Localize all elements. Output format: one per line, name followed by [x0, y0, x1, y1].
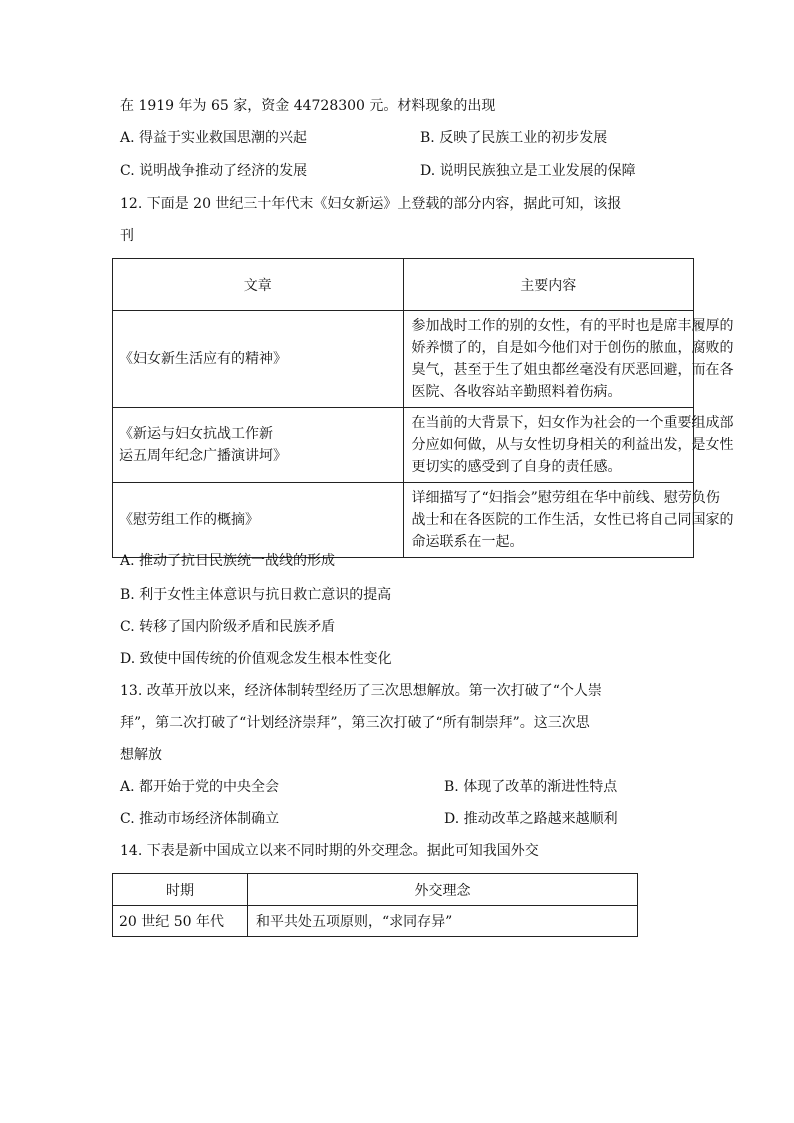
q11-option-a[interactable]: A. 得益于实业救国思潮的兴起 [120, 130, 308, 146]
q12-option-d[interactable]: D. 致使中国传统的价值观念发生根本性变化 [120, 651, 392, 667]
q12-row3-title: 《慰劳组工作的概摘》 [113, 483, 404, 558]
q12-row1-title: 《妇女新生活应有的精神》 [113, 311, 404, 408]
q12-row3-content [403, 483, 734, 558]
q12-row1-content-line: 参加战时工作的别的女性，有的平时也是席丰履厚的 [411, 318, 734, 334]
q11-option-b[interactable]: B. 反映了民族工业的初步发展 [420, 130, 608, 146]
table-row [113, 906, 638, 937]
q12-row2-title-line: 运五周年纪念广播演讲坷》 [119, 448, 287, 464]
q12-row2-content-line: 分应如何做，从与女性切身相关的利益出发，是女性 [411, 437, 734, 453]
q14-table-header-period: 时期 [113, 874, 248, 906]
q12-stem-line1: 12. 下面是 20 世纪三十年代末《妇女新运》上登载的部分内容，据此可知，该报 [120, 196, 622, 212]
q14-table [112, 873, 638, 937]
q12-row1-content-line: 臭气，甚至于生了姐虫都丝毫没有厌恶回避，而在各 [411, 362, 734, 378]
q14-stem: 14. 下表是新中国成立以来不同时期的外交理念。据此可知我国外交 [120, 843, 539, 859]
q13-option-b[interactable]: B. 体现了改革的渐进性特点 [444, 779, 618, 795]
q12-row2-content-line: 更切实的感受到了自身的责任感。 [411, 459, 622, 475]
q12-option-b[interactable]: B. 利于女性主体意识与抗日救亡意识的提高 [120, 587, 392, 603]
q11-option-d[interactable]: D. 说明民族独立是工业发展的保障 [420, 163, 636, 179]
q13-stem-line1: 13. 改革开放以来，经济体制转型经历了三次思想解放。第一次打破了“个人崇 [120, 683, 602, 699]
q12-table-header-article: 文章 [113, 259, 404, 311]
q14-table-header-concept: 外交理念 [248, 874, 638, 906]
q12-row3-content-line: 详细描写了“妇指会”慰劳组在华中前线、慰劳负伤 [411, 490, 720, 506]
q12-row2-title [113, 408, 404, 483]
q14-row1-period: 20 世纪 50 年代 [113, 906, 248, 937]
table-row [113, 483, 694, 558]
q12-row1-content-line: 娇养惯了的，自是如今他们对于创伤的脓血，腐败的 [411, 340, 734, 356]
q11-option-c[interactable]: C. 说明战争推动了经济的发展 [120, 163, 308, 179]
table-row [113, 408, 694, 483]
q12-option-a[interactable]: A. 推动了抗日民族统一战线的形成 [120, 553, 336, 569]
q14-row1-concept: 和平共处五项原则，“求同存异” [248, 906, 638, 937]
q12-stem-line2: 刊 [120, 228, 134, 244]
q13-option-a[interactable]: A. 都开始于党的中央全会 [120, 779, 280, 795]
q11-stem-tail: 在 1919 年为 65 家，资金 44728300 元。材料现象的出现 [120, 98, 496, 114]
q12-row3-content-line: 命运联系在一起。 [411, 534, 524, 550]
q12-row1-content-line: 医院、各收容站辛勤照料着伤病。 [411, 384, 622, 400]
q13-option-d[interactable]: D. 推动改革之路越来越顺利 [444, 811, 618, 827]
q12-table-header-content: 主要内容 [403, 259, 694, 311]
q12-row1-content [403, 311, 734, 408]
q13-option-c[interactable]: C. 推动市场经济体制确立 [120, 811, 280, 827]
table-row [113, 311, 694, 408]
q12-row2-content-line: 在当前的大背景下，妇女作为社会的一个重要组成部 [411, 415, 734, 431]
q12-row3-content-line: 战士和在各医院的工作生活，女性已将自己同国家的 [411, 512, 734, 528]
q12-table [112, 258, 734, 558]
q12-option-c[interactable]: C. 转移了国内阶级矛盾和民族矛盾 [120, 619, 336, 635]
q12-row2-title-line: 《新运与妇女抗战工作新 [119, 426, 273, 442]
q13-stem-line3: 想解放 [120, 747, 162, 763]
q12-row2-content [403, 408, 734, 483]
q13-stem-line2: 拜”，第二次打破了“计划经济崇拜”，第三次打破了“所有制崇拜”。这三次思 [120, 715, 590, 731]
